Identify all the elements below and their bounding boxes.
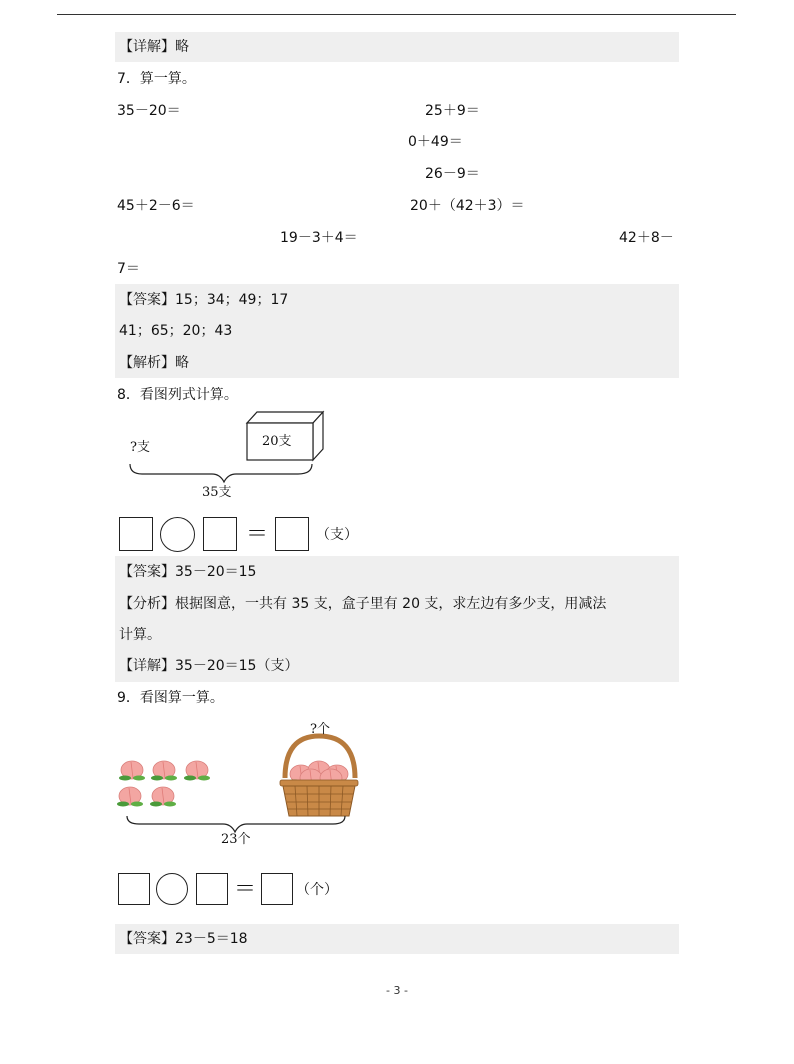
q7-answer-line2: 41；65；20；43	[119, 323, 233, 339]
header-rule	[57, 14, 736, 15]
q8-equals: ＝	[246, 522, 269, 547]
q8-box-label: 20支	[262, 434, 292, 449]
q9-figure	[115, 718, 365, 853]
peach-icon	[117, 787, 143, 807]
q7-title: 7．算一算。	[117, 71, 196, 87]
q6-detail: 【详解】略	[119, 39, 189, 55]
peach-icon	[150, 787, 176, 807]
q9-blank-box-3[interactable]	[261, 873, 293, 905]
basket-icon	[280, 736, 358, 816]
q7-expr-8-part1: 42＋8－	[619, 230, 674, 246]
q8-blank-box-2[interactable]	[203, 517, 237, 551]
q8-unknown-label: ?支	[130, 440, 150, 455]
page-number: - 3 -	[386, 984, 408, 997]
total-brace	[130, 464, 312, 482]
q9-equals: ＝	[234, 877, 257, 902]
q9-unknown-label: ?个	[310, 722, 330, 737]
q9-unit: （个）	[296, 882, 338, 898]
q9-blank-box-2[interactable]	[196, 873, 228, 905]
q8-analysis-line1: 【分析】根据图意，一共有 35 支，盒子里有 20 支，求左边有多少支，用减法	[119, 596, 607, 612]
q7-expr-4: 26－9＝	[425, 166, 480, 182]
q8-unit: （支）	[316, 527, 358, 543]
q8-figure	[120, 408, 340, 503]
q8-blank-box-1[interactable]	[119, 517, 153, 551]
q8-detail: 【详解】35－20＝15（支）	[119, 658, 299, 674]
q7-expr-8-part2: 7＝	[117, 261, 140, 277]
q7-expr-7: 19－3＋4＝	[280, 230, 358, 246]
q9-title: 9．看图算一算。	[117, 690, 224, 706]
q7-expr-2: 25＋9＝	[425, 103, 480, 119]
q8-title: 8．看图列式计算。	[117, 387, 238, 403]
q6-detail-band	[115, 32, 679, 62]
q8-analysis-line2: 计算。	[119, 627, 161, 643]
q7-expr-3: 0＋49＝	[408, 134, 463, 150]
q7-expr-5: 45＋2－6＝	[117, 198, 195, 214]
q7-expr-6: 20＋（42＋3）＝	[410, 198, 525, 214]
q9-answer: 【答案】23－5＝18	[119, 931, 248, 947]
q8-operator-circle[interactable]	[160, 517, 195, 552]
q7-expr-1: 35－20＝	[117, 103, 181, 119]
q7-analysis: 【解析】略	[119, 355, 189, 371]
q8-blank-box-3[interactable]	[275, 517, 309, 551]
peach-icon	[151, 761, 177, 781]
q9-blank-box-1[interactable]	[118, 873, 150, 905]
q8-answer: 【答案】35－20＝15	[119, 564, 257, 580]
box-top-face	[247, 412, 323, 423]
peach-icon	[184, 761, 210, 781]
q8-total-label: 35支	[202, 485, 232, 500]
q9-operator-circle[interactable]	[156, 873, 188, 905]
q9-total-label: 23个	[221, 832, 251, 847]
q7-answer-line1: 【答案】15；34；49；17	[119, 292, 289, 308]
peach-icon	[119, 761, 145, 781]
